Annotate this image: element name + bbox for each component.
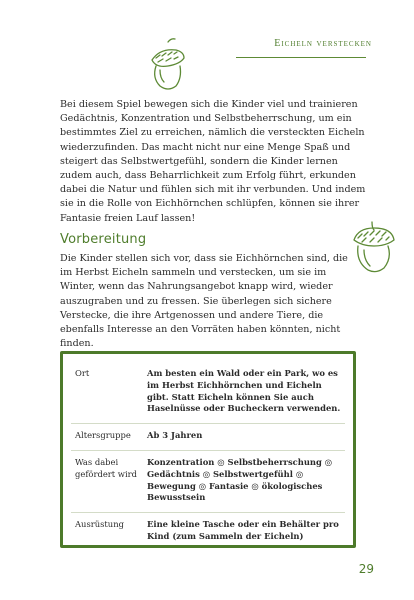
section-heading-preparation: Vorbereitung: [60, 232, 147, 247]
row-label: Was dabei gefördert wird: [71, 450, 143, 512]
page-number: 29: [358, 562, 374, 576]
info-table: [71, 362, 345, 551]
running-header: Eicheln verstecken: [274, 38, 372, 49]
table-row: [71, 424, 345, 451]
preparation-paragraph: Die Kinder stellen sich vor, dass sie Eichhörnchen sind, die im Herbst Eicheln sammeln und verstecken, um sie im Winter, wenn das Nahrungsangebot knapp wird, wieder auszugraben und zu fressen. Sie überlegen sich sichere Verstecke, die ihre Artgenossen und andere Tiere, die ebenfalls Interesse an den Vorräten haben könnten, nicht finden.: [60, 253, 348, 350]
row-value: Eine kleine Tasche oder ein Behälter pro Kind (zum Sammeln der Eicheln): [143, 513, 345, 551]
row-value: Am besten ein Wald oder ein Park, wo es im Herbst Eichhörnchen und Eicheln gibt. Statt Eicheln können Sie auch Haselnüsse oder Bucheckern verwenden.: [147, 368, 341, 414]
info-box: [60, 351, 356, 548]
row-value: Ab 3 Jahren: [143, 424, 345, 451]
table-row: [71, 513, 345, 551]
row-label: Ort: [75, 368, 90, 378]
row-value: Konzentration ◎ Selbstbeherrschung ◎ Gedächtnis ◎ Selbstwertgefühl ◎ Bewegung ◎ Fantasie ◎ ökologisches Bewusstsein: [143, 450, 345, 512]
row-label: Altersgruppe: [71, 424, 143, 451]
header-rule: [236, 57, 366, 58]
row-label: Ausrüstung: [71, 513, 143, 551]
intro-paragraph: Bei diesem Spiel bewegen sich die Kinder viel und trainieren Gedächtnis, Konzentration und Selbstbeherrschung, um ein bestimmtes Ziel zu erreichen, nämlich die versteckten Eicheln wiederzufinden. Das macht nicht nur eine Menge Spaß und steigert das Selbstwertgefühl, sondern die Kinder lernen zudem auch, dass Beharrlichkeit zum Erfolg führt, erkunden dabei die Natur und fühlen sich mit ihr verbunden. Und indem sie in die Rolle von Eichhörnchen schlüpfen, können sie ihrer Fantasie freien Lauf lassen!: [60, 99, 366, 224]
table-row: [71, 450, 345, 512]
acorn-icon: [138, 36, 190, 94]
table-row: [71, 362, 345, 424]
